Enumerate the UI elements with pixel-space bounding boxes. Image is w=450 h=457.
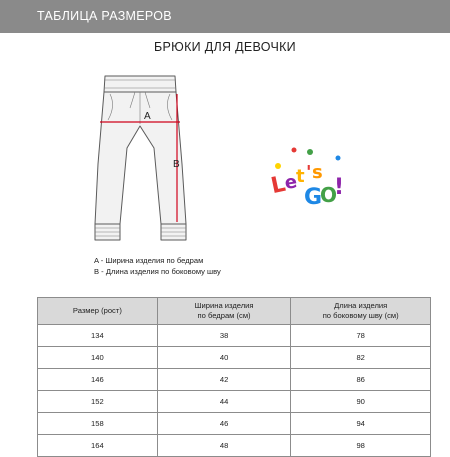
cell-size: 140 bbox=[38, 347, 158, 369]
table-row bbox=[38, 325, 431, 347]
cell-length: 94 bbox=[291, 413, 431, 435]
svg-text:': ' bbox=[306, 162, 312, 183]
header-bar bbox=[0, 0, 450, 33]
size-table bbox=[37, 297, 431, 457]
legend bbox=[94, 255, 221, 277]
header-width: Ширина изделия по бедрам (см) bbox=[157, 298, 291, 325]
svg-text:s: s bbox=[312, 162, 323, 183]
svg-text:L: L bbox=[268, 171, 288, 200]
pants-body bbox=[95, 92, 186, 224]
table-row bbox=[38, 369, 431, 391]
table-row bbox=[38, 391, 431, 413]
cell-length: 82 bbox=[291, 347, 431, 369]
cell-length: 90 bbox=[291, 391, 431, 413]
pants-diagram bbox=[80, 72, 200, 254]
cell-length: 86 bbox=[291, 369, 431, 391]
cell-size: 146 bbox=[38, 369, 158, 391]
measure-label-a: A bbox=[144, 111, 151, 122]
legend-item-a: A - Ширина изделия по бедрам bbox=[94, 256, 204, 265]
cell-width: 44 bbox=[157, 391, 291, 413]
cell-width: 40 bbox=[157, 347, 291, 369]
cell-length: 98 bbox=[291, 435, 431, 457]
cell-size: 134 bbox=[38, 325, 158, 347]
table-row bbox=[38, 347, 431, 369]
header-size: Размер (рост) bbox=[38, 298, 158, 325]
cell-width: 42 bbox=[157, 369, 291, 391]
measure-label-b: B bbox=[173, 159, 180, 170]
legend-item-b: B - Длина изделия по боковому шву bbox=[94, 267, 221, 276]
cell-size: 152 bbox=[38, 391, 158, 413]
cell-size: 158 bbox=[38, 413, 158, 435]
lets-go-logo-icon bbox=[268, 138, 348, 218]
table-row bbox=[38, 413, 431, 435]
table-header-row bbox=[38, 298, 431, 325]
cell-width: 38 bbox=[157, 325, 291, 347]
svg-text:O: O bbox=[320, 183, 338, 207]
page-title: ТАБЛИЦА РАЗМЕРОВ bbox=[37, 9, 172, 23]
cell-length: 78 bbox=[291, 325, 431, 347]
header-length: Длина изделия по боковому шву (см) bbox=[291, 298, 431, 325]
table-row bbox=[38, 435, 431, 457]
svg-text:e: e bbox=[283, 171, 299, 194]
product-title: БРЮКИ ДЛЯ ДЕВОЧКИ bbox=[154, 40, 296, 54]
cell-width: 46 bbox=[157, 413, 291, 435]
cell-width: 48 bbox=[157, 435, 291, 457]
cell-size: 164 bbox=[38, 435, 158, 457]
svg-text:t: t bbox=[296, 166, 305, 187]
svg-text:G: G bbox=[304, 185, 323, 210]
waistband bbox=[104, 76, 176, 92]
table-body bbox=[38, 325, 431, 457]
svg-text:!: ! bbox=[334, 175, 345, 200]
